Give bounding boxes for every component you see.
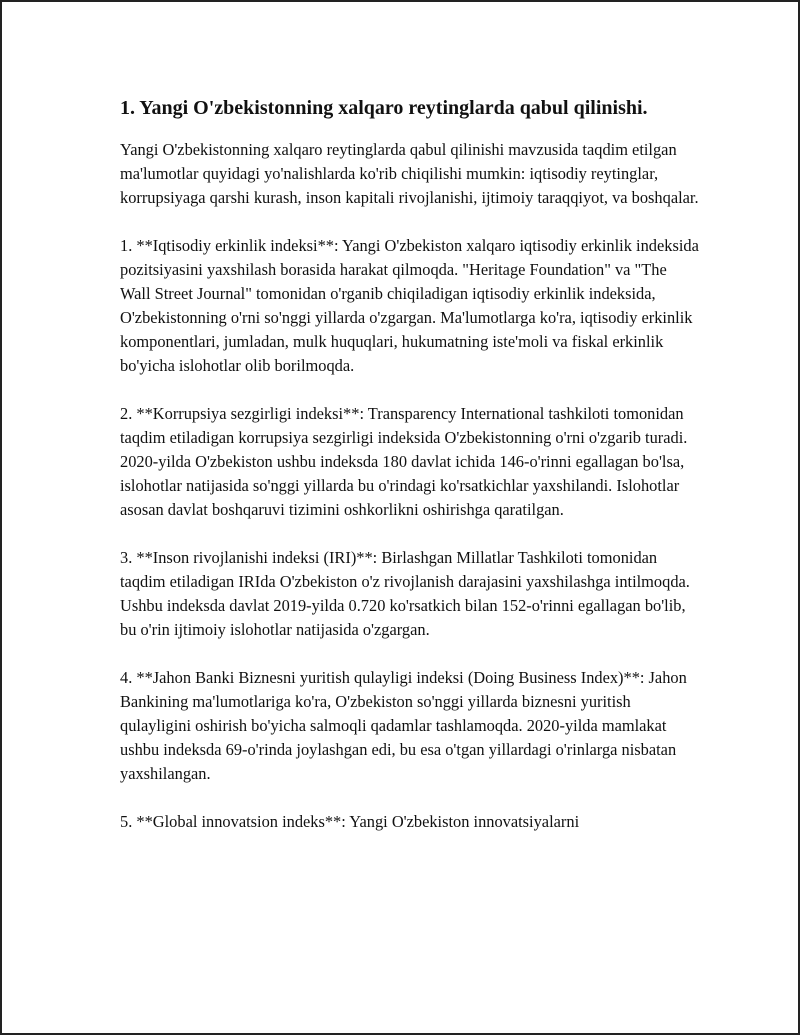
section-heading: 1. Yangi O'zbekistonning xalqaro reytinglarda qabul qilinishi. xyxy=(120,97,648,119)
paragraph-economic-freedom: 1. **Iqtisodiy erkinlik indeksi**: Yangi O'zbekiston xalqaro iqtisodiy erkinlik indeksida pozitsiyasini yaxshilash borasida harakat qilmoqda. "Heritage Foundation" va "The Wall Street Journal" tomonidan o'rganib chiqiladigan iqtisodiy erkinlik indeksida, O'zbekistonning o'rni so'nggi yillarda o'zgargan. Ma'lumotlarga ko'ra, iqtisodiy erkinlik komponentlari, jumladan, mulk huquqlari, hukumatning iste'moli va fiskal erkinlik bo'yicha islohotlar olib borilmoqda. xyxy=(120,236,699,375)
paragraph-global-innovation: 5. **Global innovatsion indeks**: Yangi O'zbekiston innovatsiyalarni xyxy=(120,812,580,831)
paragraph-human-development: 3. **Inson rivojlanishi indeksi (IRI)**: Birlashgan Millatlar Tashkiloti tomonidan taqdim etiladigan IRIda O'zbekiston o'z rivojlanish darajasini yaxshilashga intilmoqda. Ushbu indeksda davlat 2019-yilda 0.720 ko'rsatkich bilan 152-o'rinni egallagan bo'lib, bu o'rin ijtimoiy islohotlar natijasida o'zgargan. xyxy=(120,548,690,639)
intro-paragraph: Yangi O'zbekistonning xalqaro reytinglarda qabul qilinishi mavzusida taqdim etilgan ma'lumotlar quyidagi yo'nalishlarda ko'rib chiqilishi mumkin: iqtisodiy reytinglar, korrupsiyaga qarshi kurash, inson kapitali rivojlanishi, ijtimoiy taraqqiyot, va boshqalar. xyxy=(120,140,699,207)
paragraph-doing-business: 4. **Jahon Banki Biznesni yuritish qulayligi indeksi (Doing Business Index)**: Jahon Bankining ma'lumotlariga ko'ra, O'zbekiston so'nggi yillarda biznesni yuritish qulayligini oshirish bo'yicha salmoqli qadamlar tashlamoqda. 2020-yilda mamlakat ushbu indeksda 69-o'rinda joylashgan edi, bu esa o'tgan yillardagi o'rinlarga nisbatan yaxshilangan. xyxy=(120,668,687,783)
document-body xyxy=(120,94,700,858)
paragraph-corruption-index: 2. **Korrupsiya sezgirligi indeksi**: Transparency International tashkiloti tomonidan taqdim etiladigan korrupsiya sezgirligi indeksida O'zbekistonning o'rni o'zgarib turadi. 2020-yilda O'zbekiston ushbu indeksda 180 davlat ichida 146-o'rinni egallagan bo'lsa, islohotlar natijasida so'nggi yillarda bu o'rindagi ko'rsatkichlar yaxshilandi. Islohotlar asosan davlat boshqaruvi tizimini oshkorlikni oshirishga qaratilgan. xyxy=(120,404,688,519)
